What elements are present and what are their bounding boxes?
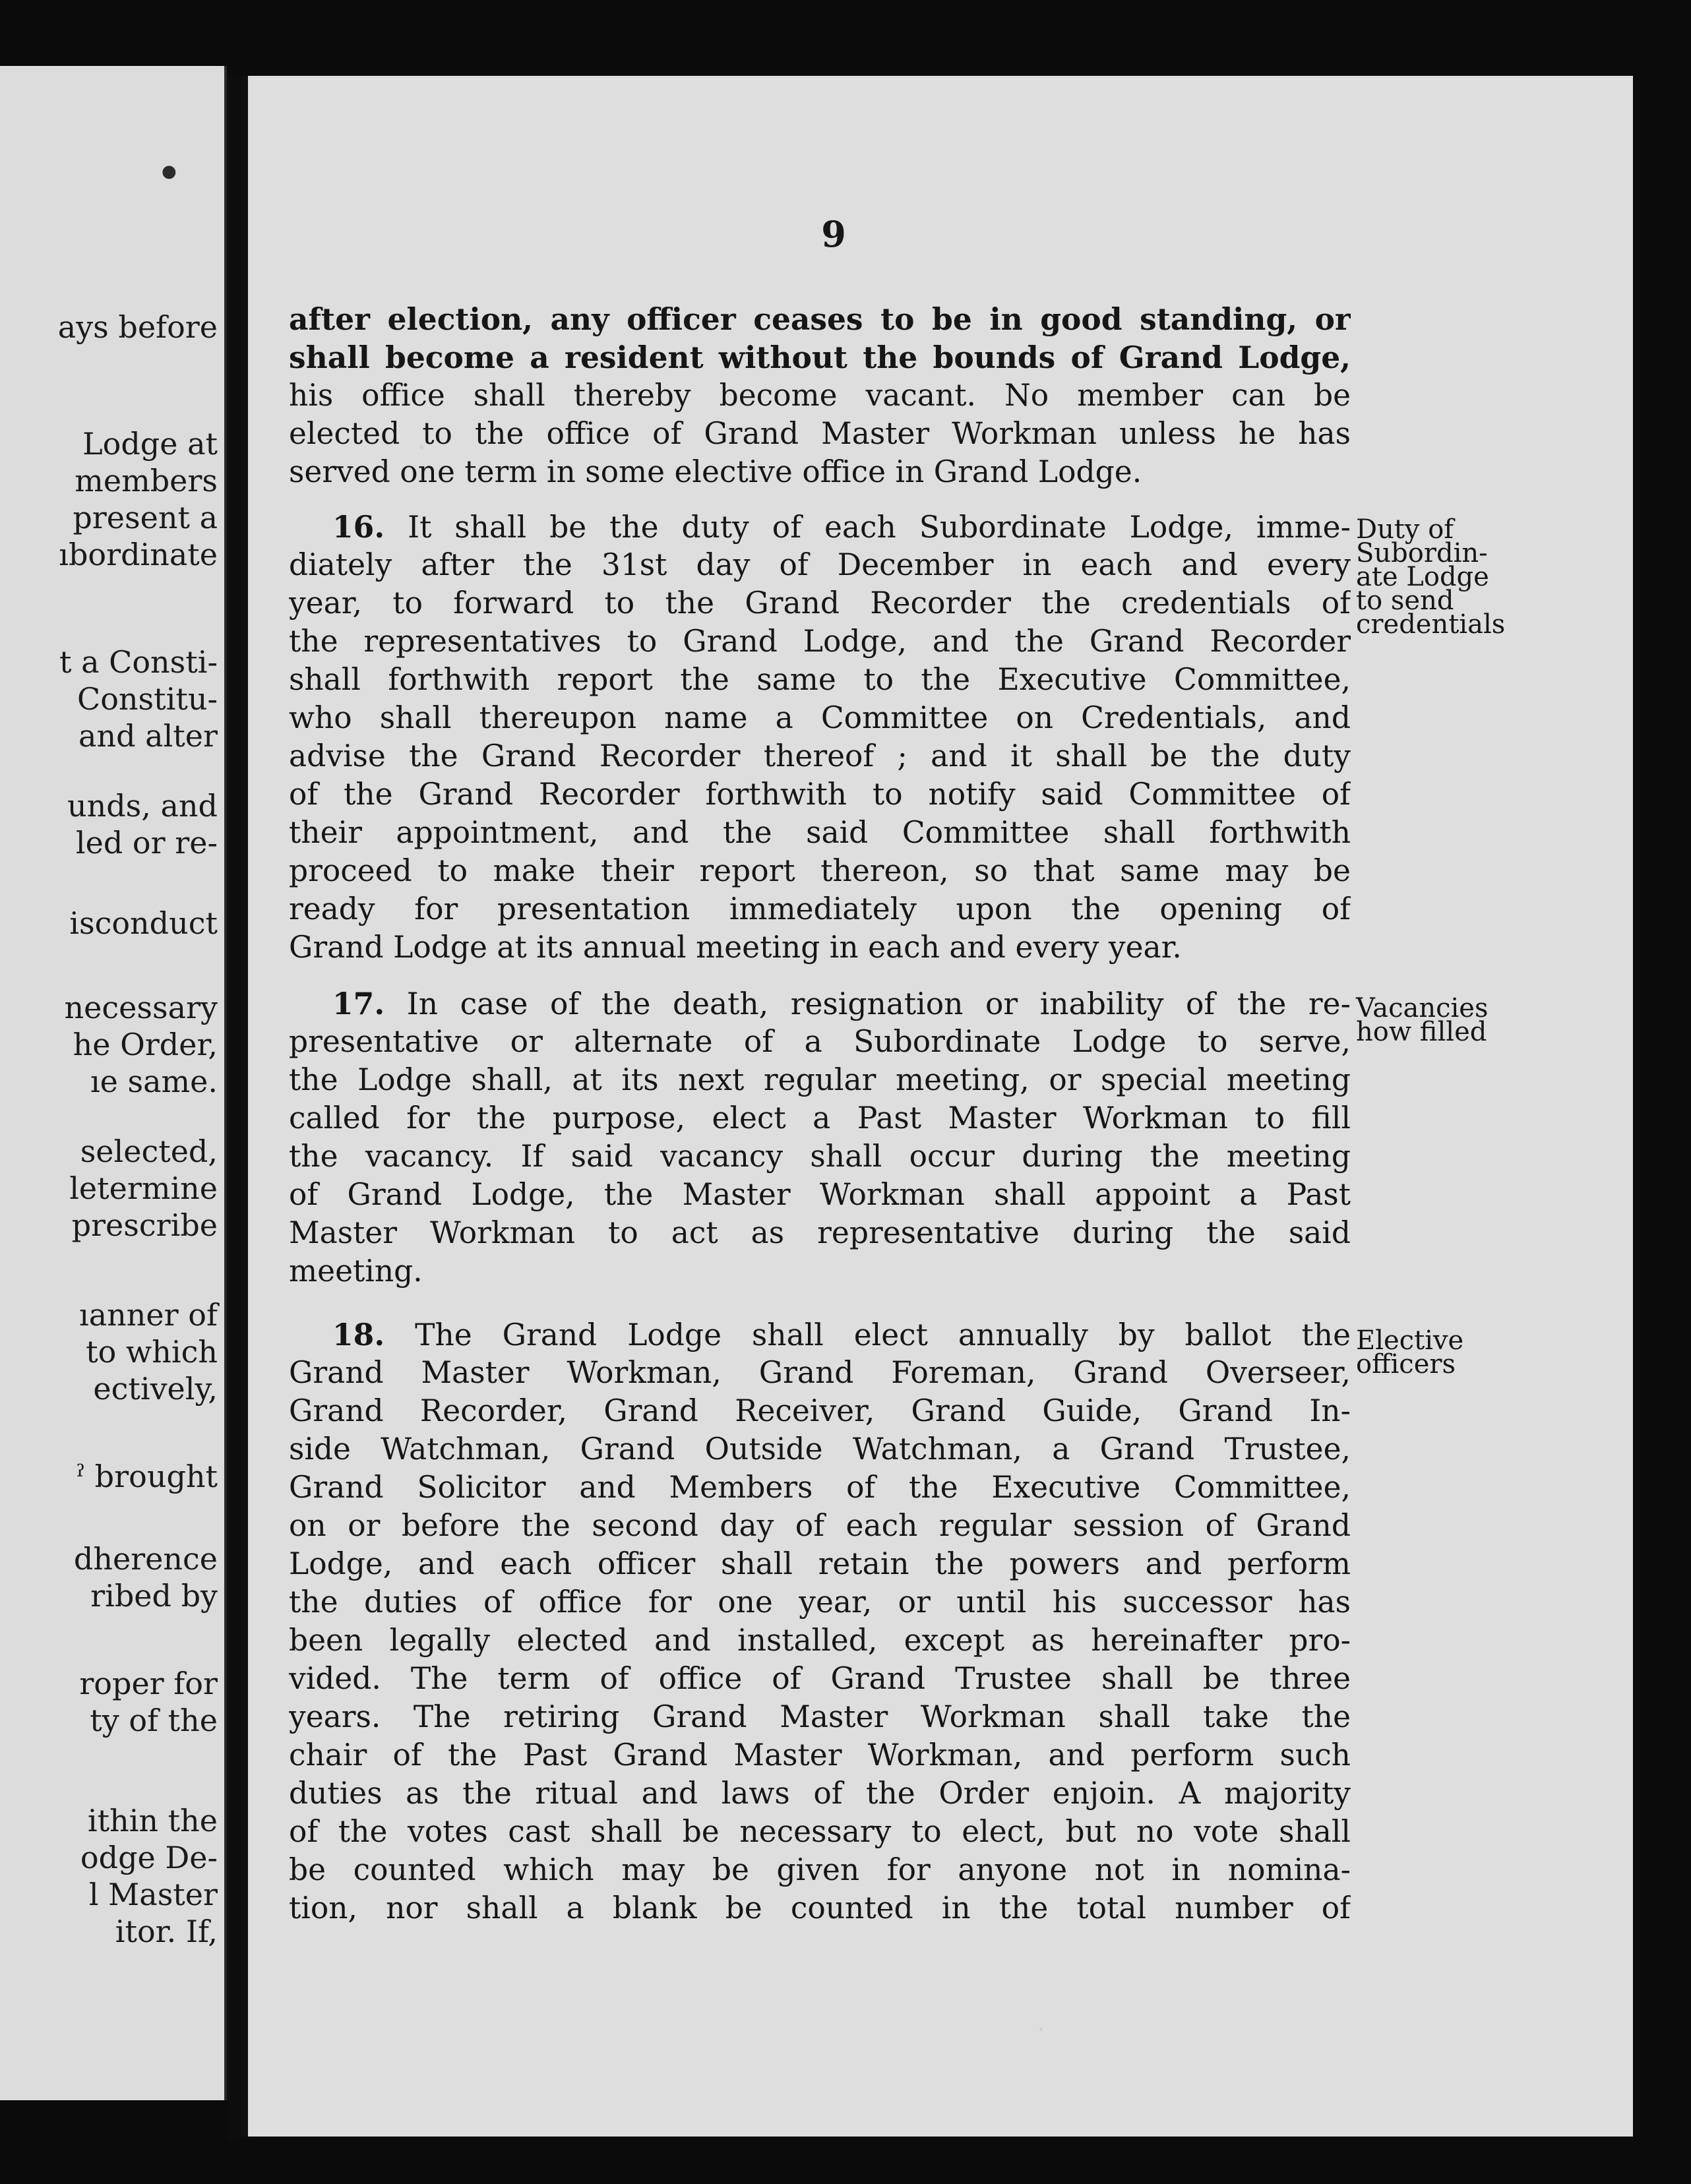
margin-note-line: Duty of	[1356, 514, 1454, 545]
text-line: the representatives to Grand Lodge, and the Grand Recorder	[289, 624, 1351, 659]
binding-gutter	[227, 76, 241, 2140]
margin-note-line: officers	[1356, 1349, 1456, 1380]
margin-note-line: ate Lodge	[1356, 562, 1489, 592]
text-line: been legally elected and installed, except as hereinafter pro-	[289, 1623, 1351, 1658]
section-number: 17.	[332, 986, 385, 1021]
text-line: their appointment, and the said Committee shall forthwith	[289, 815, 1351, 850]
text-line: shall forthwith report the same to the Executive Committee,	[289, 662, 1351, 697]
text-line: Master Workman to act as representative during the said	[289, 1215, 1351, 1250]
text-line: vided. The term of office of Grand Trustee shall be three	[289, 1661, 1351, 1696]
left-line: ithin the	[87, 1803, 218, 1838]
margin-note-duty	[1356, 514, 1547, 640]
left-line: ays before	[57, 309, 218, 345]
margin-note-elective	[1356, 1325, 1547, 1380]
left-line: odge De-	[80, 1840, 218, 1875]
left-line: selected,	[80, 1134, 218, 1169]
text-line: tion, nor shall a blank be counted in the total number of	[289, 1891, 1351, 1926]
scan-speck: ●	[162, 162, 177, 181]
page-number: 9	[821, 213, 846, 255]
left-line: ıe same.	[90, 1064, 218, 1099]
text-line: ready for presentation immediately upon the opening of	[289, 892, 1351, 926]
left-line: unds, and	[67, 788, 218, 824]
left-line: roper for	[79, 1666, 218, 1701]
left-line: letermine	[69, 1170, 218, 1206]
text-line: Lodge, and each officer shall retain the powers and perform	[289, 1546, 1351, 1581]
text-line: after election, any officer ceases to be in good standing, or	[289, 301, 1351, 337]
section-text: In case of the death, resignation or inability of the re-	[406, 986, 1351, 1021]
left-line: t a Consti-	[59, 644, 218, 680]
left-line: dherence	[73, 1541, 218, 1577]
left-line: and alter	[78, 718, 218, 754]
text-line: shall become a resident without the bounds of Grand Lodge,	[289, 340, 1351, 375]
left-line: ıbordinate	[59, 537, 218, 572]
left-line: isconduct	[69, 905, 218, 941]
text-line: of Grand Lodge, the Master Workman shall appoint a Past	[289, 1177, 1351, 1212]
left-line: ˀ brought	[77, 1459, 218, 1494]
left-line: members	[75, 463, 218, 499]
text-line: presentative or alternate of a Subordinate Lodge to serve,	[289, 1024, 1351, 1059]
text-line: Grand Solicitor and Members of the Executive Committee,	[289, 1470, 1351, 1505]
section-text: It shall be the duty of each Subordinate Lodge, imme-	[408, 510, 1351, 545]
margin-note-line: Elective	[1356, 1325, 1464, 1356]
section-number: 16.	[332, 509, 385, 545]
left-line: present a	[73, 500, 218, 535]
left-line: itor. If,	[115, 1914, 218, 1949]
text-line: year, to forward to the Grand Recorder the credentials of	[289, 586, 1351, 621]
margin-note-line: to send	[1356, 586, 1454, 616]
text-line: served one term in some elective office in Grand Lodge.	[289, 454, 1142, 489]
left-line: to which	[86, 1334, 218, 1370]
left-line: l Master	[88, 1877, 218, 1912]
left-line: led or re-	[75, 825, 218, 861]
text-line: Grand Master Workman, Grand Foreman, Grand Overseer,	[289, 1355, 1351, 1390]
left-line: ectively,	[93, 1371, 218, 1407]
section-number: 18.	[332, 1317, 385, 1352]
text-line: Grand Recorder, Grand Receiver, Grand Guide, Grand In-	[289, 1393, 1351, 1428]
left-line: prescribe	[71, 1207, 218, 1243]
left-line: Constitu-	[77, 681, 218, 717]
text-line: elected to the office of Grand Master Workman unless he has	[289, 416, 1351, 451]
text-line: years. The retiring Grand Master Workman shall take the	[289, 1699, 1351, 1734]
text-line: the vacancy. If said vacancy shall occur during the meeting	[289, 1139, 1351, 1174]
margin-note-line: how filled	[1356, 1017, 1487, 1047]
left-line: necessary	[64, 990, 218, 1025]
margin-note-vacancies	[1356, 993, 1547, 1047]
previous-page-strip	[0, 66, 227, 2100]
text-line: proceed to make their report thereon, so that same may be	[289, 853, 1351, 888]
text-line: called for the purpose, elect a Past Master Workman to fill	[289, 1101, 1351, 1136]
scan-speck	[1039, 2028, 1043, 2031]
text-line: of the votes cast shall be necessary to elect, but no vote shall	[289, 1814, 1351, 1849]
text-line: be counted which may be given for anyone not in nomina-	[289, 1852, 1351, 1887]
section-17-first-line	[332, 985, 1351, 1023]
section-18-first-line	[332, 1316, 1351, 1354]
text-line: the duties of office for one year, or until his successor has	[289, 1585, 1351, 1620]
left-line: ty of the	[90, 1703, 218, 1738]
left-line: he Order,	[73, 1027, 218, 1062]
margin-note-line: Subordin-	[1356, 538, 1488, 568]
section-text: The Grand Lodge shall elect annually by ballot the	[415, 1318, 1351, 1352]
text-line: advise the Grand Recorder thereof ; and it shall be the duty	[289, 739, 1351, 774]
text-line: diately after the 31st day of December in each and every	[289, 547, 1351, 582]
text-line: who shall thereupon name a Committee on Credentials, and	[289, 700, 1351, 735]
text-line: Grand Lodge at its annual meeting in each and every year.	[289, 930, 1182, 965]
text-line: on or before the second day of each regular session of Grand	[289, 1508, 1351, 1543]
text-line: of the Grand Recorder forthwith to notify said Committee of	[289, 777, 1351, 812]
left-line: ıanner of	[79, 1297, 218, 1333]
margin-note-line: Vacancies	[1356, 993, 1489, 1023]
text-line: his office shall thereby become vacant. No member can be	[289, 378, 1351, 413]
margin-note-line: credentials	[1356, 609, 1506, 640]
text-line: meeting.	[289, 1254, 423, 1289]
left-line: Lodge at	[82, 426, 218, 462]
section-16-first-line	[332, 508, 1351, 546]
text-line: the Lodge shall, at its next regular meeting, or special meeting	[289, 1062, 1351, 1097]
text-line: chair of the Past Grand Master Workman, and perform such	[289, 1738, 1351, 1773]
text-line: duties as the ritual and laws of the Order enjoin. A majority	[289, 1776, 1351, 1811]
main-page	[241, 76, 1633, 2137]
text-line: side Watchman, Grand Outside Watchman, a Grand Trustee,	[289, 1432, 1351, 1467]
left-line: ribed by	[90, 1578, 218, 1614]
